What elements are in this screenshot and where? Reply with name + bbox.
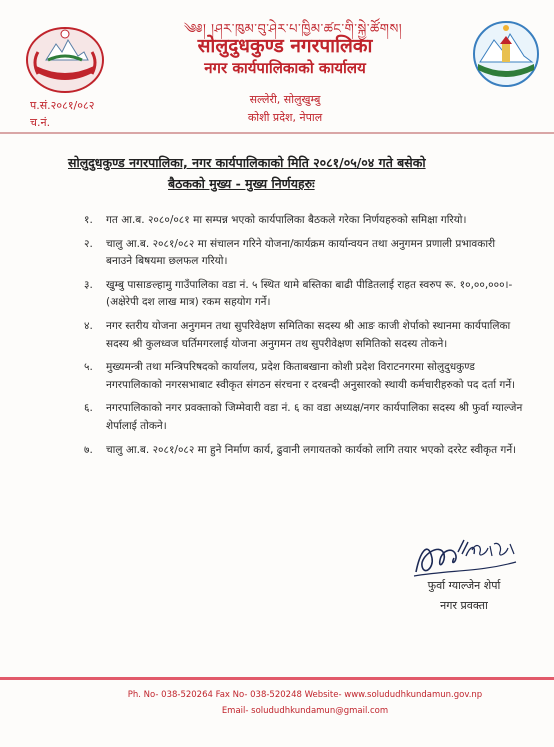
decision-number: २. [84, 237, 93, 250]
footer-contact: Ph. No- 038-520264 Fax No- 038-520248 Website- www.solududhkundamun.gov.np [127, 690, 483, 700]
decision-text: गत आ.ब. २०८०/०८१ मा सम्पन्न भएको कार्यपालिका बैठकले गरेका निर्णयहरुको समिक्षा गरियो। [106, 214, 467, 226]
decision-text: नगरपालिकाको नगर प्रवक्ताको जिम्मेवारी वडा नं. ६ का वडा अध्यक्ष/नगर कार्यपालिका सदस्य श्री फुर्वा ग्याल्जेन शेर्पालाई तोकने। [106, 402, 523, 432]
decision-item [84, 442, 524, 460]
decision-item [84, 277, 524, 312]
handwritten-signature [410, 532, 520, 582]
reference-number: प.सं.२०८१/०८२ [30, 99, 95, 112]
decision-text: चालु आ.ब. २०८१/०८२ मा संचालन गरिने योजना/कार्यक्रम कार्यान्वयन तथा अनुगमन प्रणाली प्रभावकारी बनाउने बिषयमा छलफल गरियो। [106, 237, 496, 268]
footer-divider [0, 677, 554, 680]
decision-number: १. [84, 214, 93, 226]
signer-designation: नगर प्रवक्ता [440, 599, 488, 612]
decision-number: ३. [84, 278, 93, 291]
document-title-line-1: सोलुदुधकुण्ड नगरपालिका, नगर कार्यपालिकाको मिति २०८१/०५/०४ गते बसेको [68, 155, 426, 170]
signer-name: फुर्वा ग्याल्जेन शेर्पा [427, 579, 501, 592]
decision-number: ७. [84, 443, 93, 456]
decisions-list [84, 212, 524, 465]
address-line-1: सल्लेरी, सोलुखुम्बु [249, 93, 321, 106]
dispatch-number: च.नं. [30, 116, 51, 129]
decision-item [84, 236, 524, 271]
tibetan-script-line: ༄༅། །ཤར་ཁུམ་བུ་ཤེར་པ་ཁྱིམ་ཚང་གི་སྐྱེ་ཚོགས། [183, 22, 403, 37]
decision-item [84, 400, 524, 435]
decision-item [84, 212, 524, 230]
footer-email: Email- solududhkundamun@gmail.com [221, 706, 389, 716]
header-divider [0, 132, 554, 134]
municipality-logo-icon [472, 18, 540, 90]
document-title-line-2: बैठकको मुख्य - मुख्य निर्णयहरुः [168, 176, 315, 191]
decision-text: चालु आ.ब. २०८१/०८२ मा हुने निर्माण कार्य, ढुवानी लगायतको कार्यको लागि तयार भएको दररेट स्वीकृत गर्ने। [106, 443, 517, 456]
office-name: नगर कार्यपालिकाको कार्यालय [204, 59, 366, 77]
decision-number: ४. [84, 319, 93, 332]
decision-text: मुख्यमन्त्री तथा मन्त्रिपरिषदको कार्यालय, प्रदेश किताबखाना कोशी प्रदेश विराटनगरमा सोलुदुधकुण्ड नगरपालिकाको नगरसभाबाट स्वीकृत संगठन संरचना र दरबन्दी अनुसारको स्थायी कर्मचारीहरुको पद दर्ता गर्ने। [106, 361, 516, 391]
nepal-emblem-icon [22, 22, 108, 96]
decision-text: खुम्बु पासाङल्हामु गाउँपालिका वडा नं. ५ स्थित थामे बस्तिका बाढी पीडितलाई राहत स्वरुप रू. १०,००,०००।- (अक्षेरेपी दश लाख मात्र) रकम सहयोग गर्ने। [106, 278, 513, 309]
decision-number: ५. [84, 361, 93, 374]
municipality-name: सोलुदुधकुण्ड नगरपालिका [197, 35, 373, 57]
decision-number: ६. [84, 402, 93, 415]
decision-item [84, 359, 524, 394]
decision-item [84, 318, 524, 353]
address-line-2: कोशी प्रदेश, नेपाल [247, 111, 323, 124]
decision-text: नगर स्तरीय योजना अनुगमन तथा सुपरिवेक्षण समितिका सदस्य श्री आङ काजी शेर्पाको स्थानमा कार्यपालिका सदस्य श्री कुलध्वज घर्तिमगरलाई योजना अनुगमन तथ सुपरीवेक्षण समितिको सदस्य तोकने। [106, 319, 511, 350]
